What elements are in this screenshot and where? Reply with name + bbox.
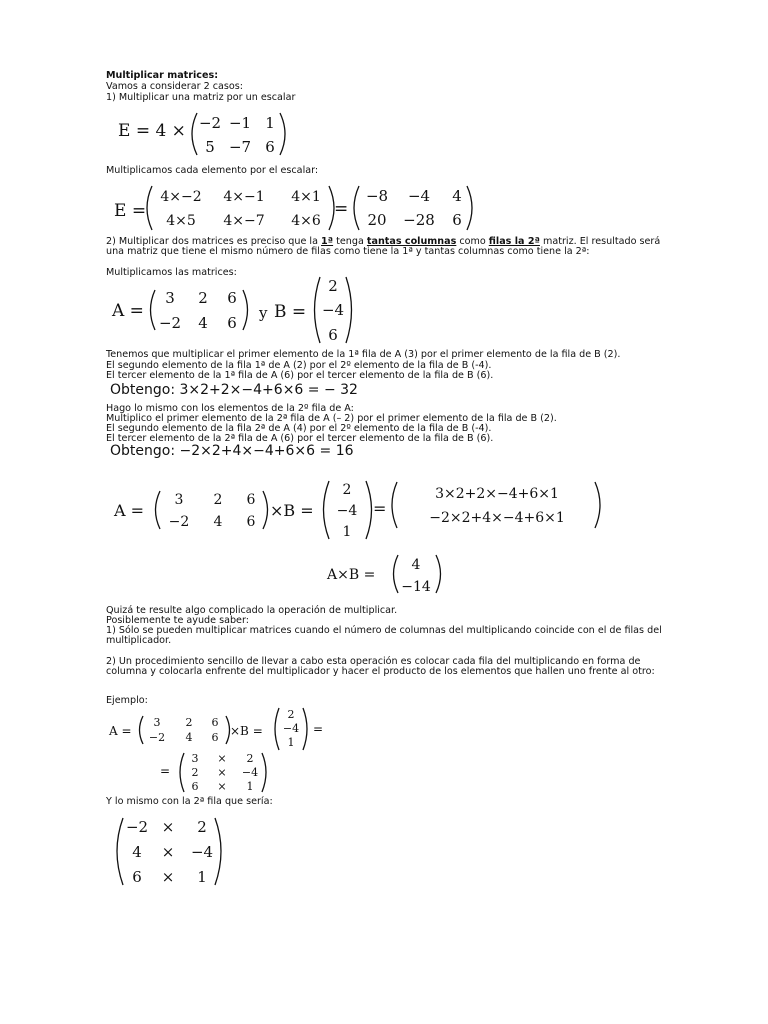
eq3-b-cell: −4 xyxy=(321,301,345,319)
eq4-a-cell: 2 xyxy=(213,492,223,508)
note-complicated: Quizá te resulte algo complicado la operación de multiplicar. xyxy=(106,605,398,616)
eq3-b-label: B = xyxy=(274,302,307,322)
obtengo-result-1: Obtengo: 3×2+2×−4+6×6 = − 32 xyxy=(110,382,358,398)
eq6-col-cell: 1 xyxy=(246,780,254,793)
eq4-b-label: ×B = xyxy=(270,501,314,520)
note-help: Posiblemente te ayude saber: xyxy=(106,615,249,626)
intro-cases: Vamos a considerar 2 casos: xyxy=(106,81,243,92)
equation-product-expanded xyxy=(113,481,600,540)
eq7-cell: 6 xyxy=(132,868,142,886)
explanation-line-1: Tenemos que multiplicar el primer elemento de la 1ª fila de A (3) por el primer elemento de la fila de B (2). xyxy=(106,349,621,360)
explanation-line-5: Multiplico el primer elemento de la 2ª fila de A (– 2) por el primer elemento de la fila de B (2). xyxy=(106,413,557,424)
eq6-b-cell: −4 xyxy=(282,722,300,735)
eq4-b-cell: 2 xyxy=(342,482,352,498)
eq3-b-cell: 2 xyxy=(328,277,338,295)
eq6-a-cell: 3 xyxy=(153,716,161,729)
eq7-cell: × xyxy=(161,818,175,836)
obtengo-result-2: Obtengo: −2×2+4×−4+6×6 = 16 xyxy=(110,443,354,459)
eq2-product: 4×6 xyxy=(291,213,321,229)
equation-product-result xyxy=(326,555,441,595)
eq6-col-left-bracket xyxy=(180,753,184,792)
eq2-result-right-bracket xyxy=(467,186,472,230)
eq6-col-cell: 2 xyxy=(246,752,254,765)
eq2-result-cell: 20 xyxy=(367,211,387,229)
eq2-result-cell: 6 xyxy=(452,211,462,229)
eq3-a-cell: 6 xyxy=(227,314,237,332)
eq3-a-cell: 4 xyxy=(198,314,208,332)
example-label: Ejemplo: xyxy=(106,695,148,706)
eq2-product: 4×−1 xyxy=(223,189,265,205)
eq6-col-right-bracket xyxy=(262,753,266,792)
eq2-result-cell: −28 xyxy=(403,211,435,229)
eq6-equals: = xyxy=(313,722,324,736)
eq6-col-cell: −4 xyxy=(241,766,259,779)
eq6-col-cell: × xyxy=(217,766,227,779)
eq1-right-bracket xyxy=(280,113,285,155)
eq4-a-cell: 4 xyxy=(213,514,223,530)
eq7-cell: 4 xyxy=(132,843,142,861)
note-rule-2: 2) Un procedimiento sencillo de llevar a cabo esta operación es colocar cada fila del multiplicando en forma de columna y colocarla enfrente del multiplicador y hacer el producto de los elementos que hallen uno frente al otro: xyxy=(106,656,655,678)
eq2-result-cell: −8 xyxy=(365,187,389,205)
explanation-line-3: El tercer elemento de la 1ª fila de A (6) por el tercer elemento de la fila de B (6). xyxy=(106,370,494,381)
eq6-col-cell: 2 xyxy=(191,766,199,779)
equation-scalar xyxy=(118,113,285,156)
eq3-a-cell: −2 xyxy=(158,314,182,332)
equation-scalar-expanded xyxy=(114,186,472,230)
eq6-a-cell: 6 xyxy=(211,716,219,729)
eq3-y: y xyxy=(259,304,268,322)
eq6-b-label: ×B = xyxy=(230,724,263,738)
eq6-a-label: A = xyxy=(109,724,132,738)
case-1-heading: 1) Multiplicar una matriz por un escalar xyxy=(106,92,296,103)
eq6-a-right-bracket xyxy=(226,716,230,744)
eq7-cell: −2 xyxy=(125,818,149,836)
eq5-cell: −14 xyxy=(401,579,431,595)
eq6-col-cell: × xyxy=(217,752,227,765)
eq1-cell: −7 xyxy=(228,138,252,156)
eq4-b-left-bracket xyxy=(324,481,330,539)
eq6-b-right-bracket xyxy=(303,708,307,750)
eq4-a-cell: 6 xyxy=(246,492,256,508)
eq2-product: 4×−7 xyxy=(223,213,265,229)
eq3-a-cell: 2 xyxy=(198,289,208,307)
eq4-b-cell: 1 xyxy=(342,524,352,540)
eq7-right-bracket xyxy=(215,818,221,885)
eq4-equals: = xyxy=(373,499,387,518)
eq6-b-left-bracket xyxy=(275,708,279,750)
eq5-label: A×B = xyxy=(327,567,376,583)
equation-second-row xyxy=(117,818,221,886)
eq2-result-left-bracket xyxy=(354,186,359,230)
multiply-matrices-line: Multiplicamos las matrices: xyxy=(106,267,237,278)
eq2-lhs: E = xyxy=(114,201,147,221)
equation-matrices-a-b xyxy=(111,277,352,344)
eq6-equals-2: = xyxy=(160,764,171,778)
eq4-b-right-bracket xyxy=(366,481,372,539)
eq4-r-left-bracket xyxy=(392,482,397,528)
second-row-label: Y lo mismo con la 2ª fila que sería: xyxy=(106,796,273,807)
eq3-a-cell: 3 xyxy=(165,289,175,307)
equation-example xyxy=(108,708,323,793)
eq2-result-cell: 4 xyxy=(452,187,462,205)
eq1-left-bracket xyxy=(192,113,197,155)
eq4-a-cell: 6 xyxy=(246,514,256,530)
eq3-b-right-bracket xyxy=(346,277,352,343)
eq6-a-cell: 2 xyxy=(185,716,193,729)
eq7-cell: × xyxy=(161,868,175,886)
eq7-cell: 1 xyxy=(197,868,207,886)
eq1-lhs: E = 4 × xyxy=(118,121,186,141)
eq4-a-left-bracket xyxy=(156,491,161,529)
eq4-a-cell: −2 xyxy=(168,514,190,530)
explanation-line-7: El tercer elemento de la 2ª fila de A (6) por el tercer elemento de la fila de B (6). xyxy=(106,433,494,444)
eq2-product: 4×1 xyxy=(291,189,321,205)
eq1-cell: −1 xyxy=(228,114,252,132)
eq1-cell: 5 xyxy=(205,138,215,156)
note-rule-1: 1) Sólo se pueden multiplicar matrices cuando el número de columnas del multiplicando coincide con el de filas del multiplicador. xyxy=(106,625,662,647)
eq6-a-cell: −2 xyxy=(148,731,166,744)
eq1-cell: 1 xyxy=(265,114,275,132)
eq2-product: 4×−2 xyxy=(160,189,202,205)
eq6-a-cell: 6 xyxy=(211,731,219,744)
eq6-col-cell: × xyxy=(217,780,227,793)
eq3-a-label: A = xyxy=(112,301,144,321)
eq4-b-cell: −4 xyxy=(336,503,358,519)
document-title: Multiplicar matrices: xyxy=(106,70,219,81)
eq5-cell: 4 xyxy=(411,557,421,573)
eq2-equals: = xyxy=(334,199,349,219)
eq3-a-left-bracket xyxy=(151,290,156,330)
explanation-line-4: Hago lo mismo con los elementos de la 2º fila de A: xyxy=(106,403,354,414)
eq6-col-cell: 3 xyxy=(191,752,199,765)
scalar-explanation: Multiplicamos cada elemento por el escalar: xyxy=(106,165,319,176)
eq2-left-bracket xyxy=(147,186,152,230)
eq3-b-left-bracket xyxy=(315,277,321,343)
eq3-a-right-bracket xyxy=(243,290,248,330)
eq4-a-label: A = xyxy=(114,501,145,520)
eq7-cell: 2 xyxy=(197,818,207,836)
eq1-cell: −2 xyxy=(198,114,222,132)
eq5-left-bracket xyxy=(394,555,399,593)
eq6-col-cell: 6 xyxy=(191,780,199,793)
eq3-b-cell: 6 xyxy=(328,326,338,344)
explanation-line-2: El segundo elemento de la fila 1ª de A (2) por el 2º elemento de la fila de B (-4). xyxy=(106,360,492,371)
eq7-cell: × xyxy=(161,843,175,861)
eq7-cell: −4 xyxy=(190,843,214,861)
explanation-line-6: El segundo elemento de la fila 2ª de A (4) por el 2º elemento de la fila de B (-4). xyxy=(106,423,492,434)
eq4-r-cell: 3×2+2×−4+6×1 xyxy=(435,486,559,502)
eq6-a-left-bracket xyxy=(140,716,144,744)
eq4-r-cell: −2×2+4×−4+6×1 xyxy=(429,510,565,526)
eq7-left-bracket xyxy=(117,818,123,885)
eq2-result-cell: −4 xyxy=(407,187,431,205)
eq5-right-bracket xyxy=(436,555,441,593)
eq6-a-cell: 4 xyxy=(185,731,193,744)
eq6-b-cell: 2 xyxy=(287,708,295,721)
eq6-b-cell: 1 xyxy=(287,736,295,749)
eq4-a-right-bracket xyxy=(263,491,268,529)
eq4-a-cell: 3 xyxy=(174,492,184,508)
case-2-paragraph: 2) Multiplicar dos matrices es preciso que la 1ª tenga tantas columnas como filas la 2ª matriz. El resultado será una matriz que tiene el mismo número de filas como tiene la 1ª y tantas columnas como tiene la 2ª: xyxy=(106,236,661,258)
eq4-r-right-bracket xyxy=(595,482,600,528)
eq2-product: 4×5 xyxy=(166,213,196,229)
eq1-cell: 6 xyxy=(265,138,275,156)
eq3-a-cell: 6 xyxy=(227,289,237,307)
